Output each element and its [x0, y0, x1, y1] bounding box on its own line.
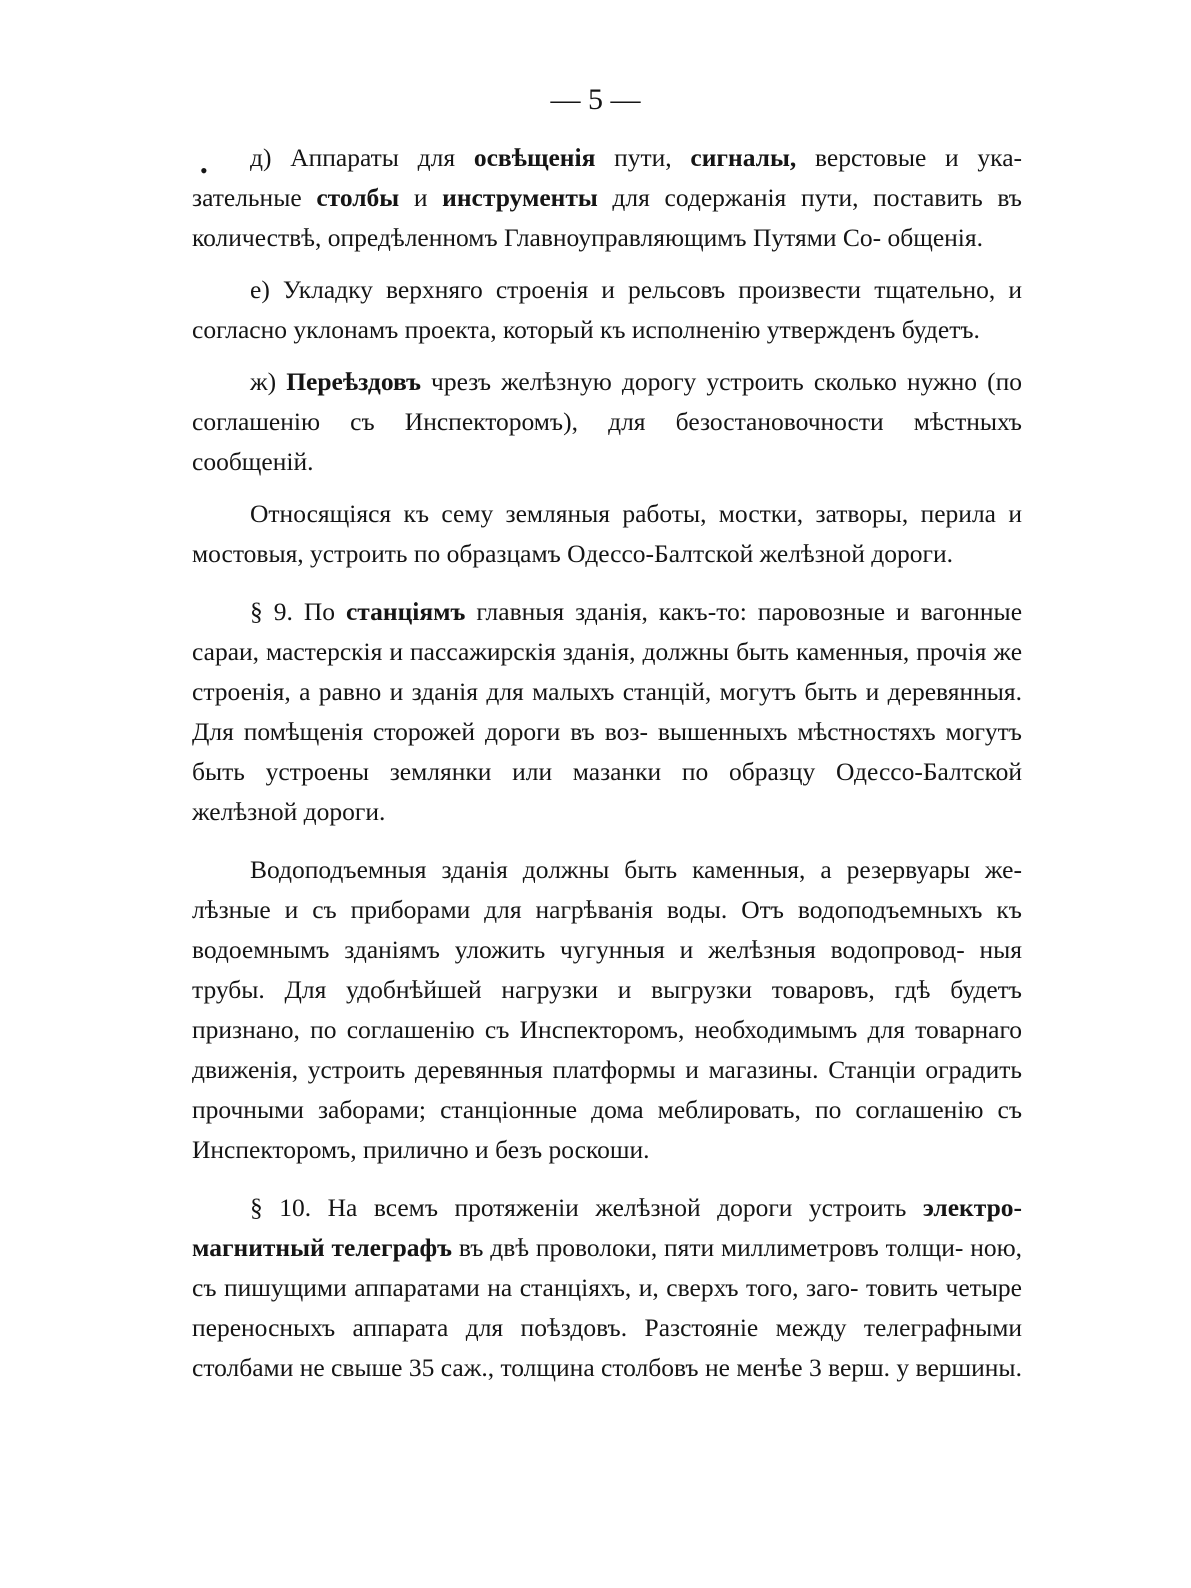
emphasized-term: электро-	[922, 1193, 1022, 1222]
text-run: къ водоемнымъ зданіямъ уложить чугунныя и желѣзныя водопровод-	[192, 895, 1022, 964]
emphasized-term: освѣщенія	[473, 143, 596, 172]
text-run: менѣе 3 верш. у вершины.	[736, 1353, 1022, 1382]
text-run: е) Укладку верхняго строенія и рельсовъ произвести тщательно,	[250, 275, 996, 304]
document-body	[192, 138, 1022, 1388]
text-run: лѣзные и съ приборами для нагрѣванія воды. Отъ водоподъемныхъ	[192, 895, 983, 924]
text-run: и	[399, 183, 443, 212]
text-run: § 10. На всемъ протяженіи желѣзной дороги устроить	[250, 1193, 923, 1222]
text-run: каменныя, прочія же строенія, а равно и зданія для малыхъ станцій,	[192, 637, 1023, 706]
paragraph	[192, 592, 1022, 832]
emphasized-term: магнитный телеграфъ	[192, 1233, 453, 1262]
text-run: § 9. По	[250, 597, 346, 626]
paragraph	[192, 270, 1022, 350]
text-run: общенія.	[887, 223, 983, 252]
text-run: Относящіяся къ сему земляныя работы, мостки, затворы, перила	[250, 499, 996, 528]
paragraph	[192, 850, 1022, 1170]
text-run: ною, съ пишущими аппаратами на станціяхъ, и, сверхъ того, заго-	[192, 1233, 1023, 1302]
text-run: телеграфными столбами не свыше 35 саж., толщина столбовъ не	[192, 1313, 1023, 1382]
text-run: зательные	[192, 183, 317, 212]
text-run: пути,	[595, 143, 691, 172]
text-run: товить четыре переносныхъ аппарата для поѣздовъ. Разстояніе между	[192, 1273, 1022, 1342]
text-run: ж)	[250, 367, 287, 396]
text-run: ныя трубы. Для удобнѣйшей нагрузки и выгрузки товаровъ, гдѣ	[192, 935, 1023, 1004]
text-run: въ количествѣ, опредѣленномъ Главноуправляющимъ Путями Со-	[192, 183, 1022, 252]
text-run: (по соглашенію съ Инспекторомъ), для безостановочности мѣстныхъ	[192, 367, 1023, 436]
emphasized-term: сигналы,	[690, 143, 797, 172]
text-run: и согласно уклонамъ проекта, который къ исполненію утвержденъ	[192, 275, 1023, 344]
text-run: будетъ признано, по соглашенію съ Инспекторомъ, необходимымъ	[192, 975, 1022, 1044]
paragraph	[192, 362, 1022, 482]
text-run: могутъ быть и деревянныя. Для помѣщенія сторожей дороги въ воз-	[192, 677, 1022, 746]
emphasized-term: столбы	[316, 183, 400, 212]
text-run: для содержанія пути, поставить	[597, 183, 983, 212]
emphasized-term: Переѣздовъ	[286, 367, 421, 396]
text-run: для товарнаго движенія, устроить деревянныя платформы и магазины.	[192, 1015, 1023, 1084]
text-run: чрезъ желѣзную дорогу устроить сколько нужно	[420, 367, 978, 396]
text-run: въ двѣ проволоки, пяти миллиметровъ толщи-	[452, 1233, 964, 1262]
emphasized-term: станціямъ	[345, 597, 466, 626]
page-number: — 5 —	[550, 83, 641, 116]
paragraph	[192, 138, 1022, 258]
text-run: вышенныхъ мѣстностяхъ могутъ быть устроены землянки или мазанки	[192, 717, 1022, 786]
text-run: сообщеній.	[192, 447, 314, 476]
text-run: верстовые и ука-	[796, 143, 1022, 172]
text-run: д) Аппараты для	[250, 143, 474, 172]
paragraph	[192, 1188, 1022, 1388]
text-run: по соглашенію съ Инспекторомъ, прилично и безъ роскоши.	[192, 1095, 1023, 1164]
emphasized-term: инструменты	[442, 183, 598, 212]
text-run: Станціи оградить прочными заборами; станціонные дома меблировать,	[192, 1055, 1022, 1124]
text-run: вагонные сараи, мастерскія и пассажирскія зданія, должны быть	[192, 597, 1023, 666]
text-run: по образцу Одессо-Балтской желѣзной дороги.	[192, 757, 1022, 826]
ink-speck: •	[200, 158, 208, 183]
paragraph	[192, 494, 1022, 574]
text-run: главныя зданія, какъ-то: паровозные и	[465, 597, 910, 626]
text-run: Водоподъемныя зданія должны быть каменныя, а резервуары же-	[250, 855, 1022, 884]
text-run: будетъ.	[901, 315, 980, 344]
text-run: и мостовыя, устроить по образцамъ Одессо-Балтской желѣзной дороги.	[192, 499, 1022, 568]
